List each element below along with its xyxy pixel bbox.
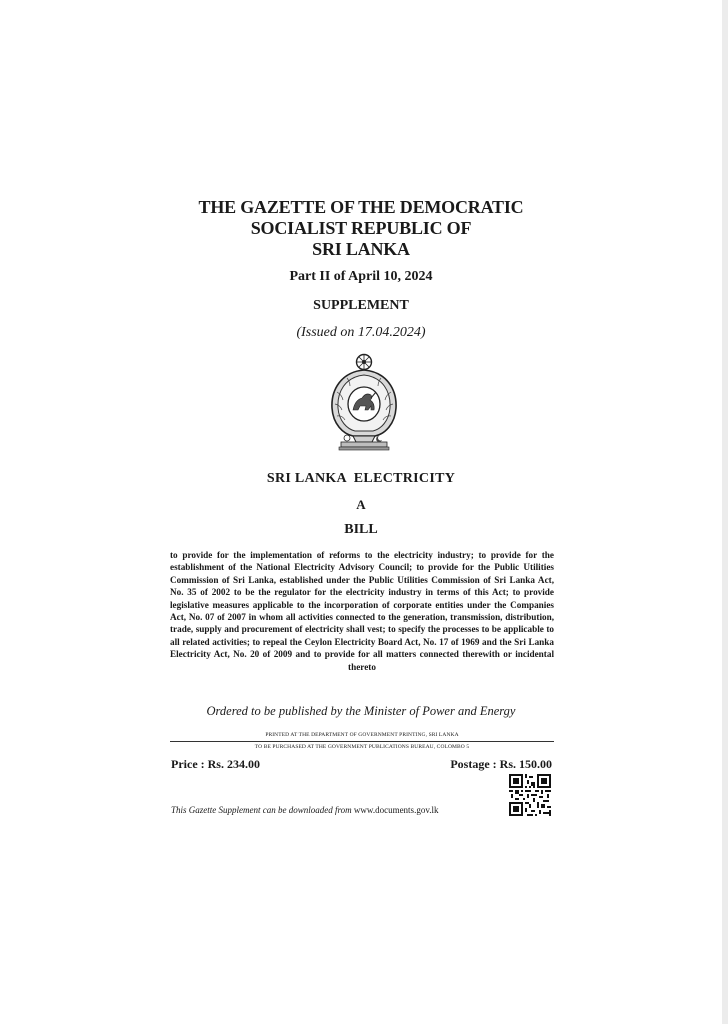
qr-code-icon[interactable] [509,774,551,816]
part-date: Part II of April 10, 2024 [289,269,433,284]
title-line-3: SRI LANKA [312,239,410,259]
download-link[interactable]: www.documents.gov.lk [353,805,439,815]
download-text: This Gazette Supplement can be downloaded from [171,805,352,815]
postage-label: Postage : Rs. 150.00 [450,757,552,771]
ordered-by-minister: Ordered to be published by the Minister of Power and Energy [206,704,516,718]
issued-date: (Issued on 17.04.2024) [296,325,426,340]
bill-name: SRI LANKA ELECTRICITY [266,471,456,486]
title-line-1: THE GAZETTE OF THE DEMOCRATIC [198,197,524,217]
bill-article: A [356,497,366,512]
gazette-title [0,197,722,260]
printed-note: PRINTED AT THE DEPARTMENT OF GOVERNMENT PRINTING, SRI LANKA [265,732,459,738]
divider [170,741,554,742]
national-emblem-icon [323,352,405,454]
bill-heading: BILL [344,522,378,537]
bill-long-title: to provide for the implementation of reforms to the electricity industry; to provide for the establishment of the National Electricity Advisory Council; to provide for the Public Utilities Commission of Sri Lanka, established under the Public Utilities Commission of Sri Lanka Act, No. 35 of 2002 to be the regulator for the electricity industry in terms of this Act; to provide legislative measures applicable to the incorporation of corporate entities under the Companies Act, No. 07 of 2007 in whom all activities connected to the generation, transmission, distribution, trade, supply and procurement of electricity shall vest; to specify the processes to be applicable to all related activities; to repeal the Ceylon Electricity Board Act, No. 17 of 1969 and the Sri Lanka Electricity Act, No. 20 of 2009 and to provide for all matters connected therewith or incidental thereto [170,550,554,672]
purchase-note: TO BE PURCHASED AT THE GOVERNMENT PUBLICATIONS BUREAU, COLOMBO 5 [254,744,470,750]
page-edge-shadow [722,0,728,1024]
title-line-2: SOCIALIST REPUBLIC OF [250,218,472,238]
price-label: Price : Rs. 234.00 [171,757,260,771]
download-note [171,805,438,815]
supplement-label: SUPPLEMENT [313,298,409,313]
